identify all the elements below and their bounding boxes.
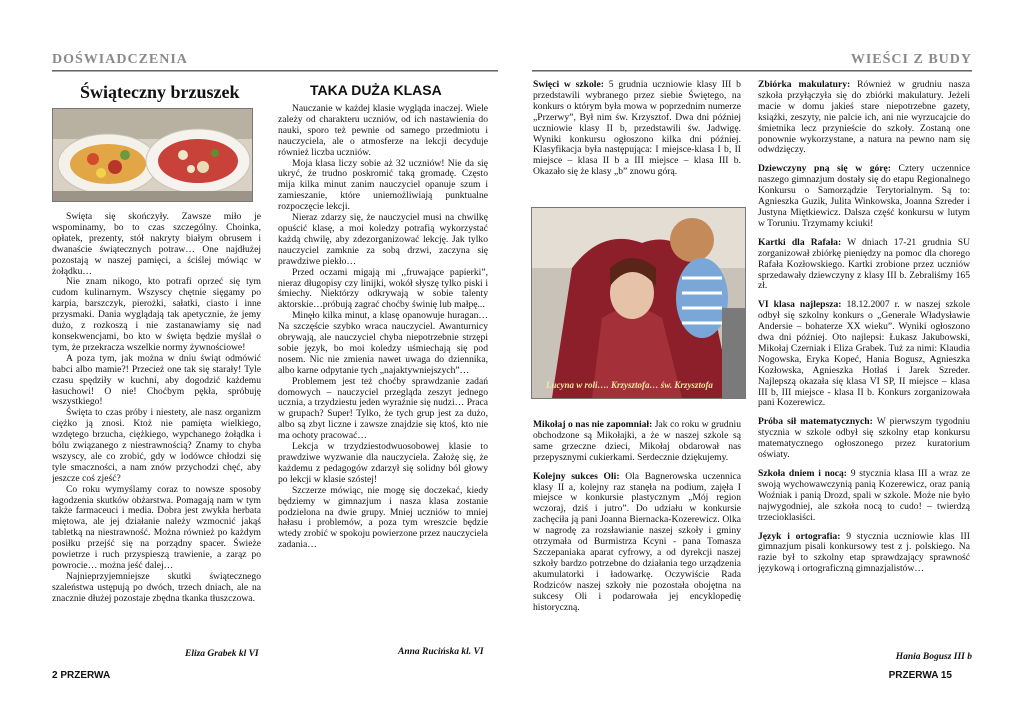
holiday-food-photo <box>52 108 253 202</box>
paragraph: Nie znam nikogo, kto potrafi oprzeć się tym cudom kulinarnym. Wszyscy chętnie sięgamy po karpia, barszczyk, pierożki, sałatki, ciasto i inne przysmaki. Dania wyglądają tak apetycznie, że jemy dużo, z rozkoszą i nie zastanawiamy się nad konsekwencjami, bo kto w święta będzie myślał o tym, że przekracza wszelkie normy żywnościowe! <box>52 276 261 353</box>
news-item-mikolaj: Mikołaj o nas nie zapomniał: Jak co roku w grudniu obchodzone są Mikołajki, a że w naszej szkole są same grzeczne dzieci, Mikołaj obdarował nas przepysznymi cukierkami. Serdecznie dziękujemy. <box>533 420 741 463</box>
paragraph: Minęło kilka minut, a klasę opanowuje huragan… Na szczęście szybko wraca nauczyciel. Awanturnicy obrywają, ale nauczyciel chyba niepotrzebnie strzępi sobie język, bo moi koledzy uśmiechają się pod nosem. Nic nie zmienia nawet uwaga do dziennika, albo karne odpytanie tych „najaktywniejszych”… <box>278 310 488 376</box>
paragraph: Lekcja w trzydziestodwuosobowej klasie to prawdziwe wyzwanie dla nauczyciela. Założę się, że każdemu z pedagogów zdarzył się solidny ból głowy po lekcji w klasie szóstej! <box>278 441 488 485</box>
news-item-szkola-noca: Szkoła dniem i nocą: 9 stycznia klasa III a wraz ze swoją wychowawczynią panią Kozerewicz, oraz panią Woźniak i panią Drozd, spali w szkole. Może nie było najwygodniej, ale szkoła nocą to cudo! – twierdzą trzecioklasiści. <box>758 468 970 523</box>
news-item-ola: Kolejny sukces Oli: Ola Bagnerowska uczennica klasy II a, kolejny raz stanęła na podium, zajęła I miejsce w konkursie plastycznym „Mój region wczoraj, dziś i jutro”. Do udziału w konkursie zachęciła ją pani Joanna Biernacka-Kozerewicz. Olka w nagrodę za rozsławianie naszej szkoły i gminy otrzymała od Burmistrza Kcyni - pana Tomasza Szczepaniaka aparat cyfrowy, a od dyrekcji naszej szkoły bardzo potrzebne do działania tego urządzenia akumulatorki i ładowarkę. Oczywiście Rada Rodziców naszej szkoły nie pozostała obojętna na sukcesy Oli i podarowała jej encyklopedię historyczną. <box>533 470 741 613</box>
header-rule-right <box>532 70 972 72</box>
news-column-3-top <box>533 80 741 192</box>
article-body-brzuszek <box>52 212 261 644</box>
section-heading-right: WIEŚCI Z BUDY <box>850 52 972 67</box>
article-title-brzuszek: Świąteczny brzuszek <box>80 82 240 102</box>
paragraph: Co roku wymyślamy coraz to nowsze sposoby łagodzenia skutków obżarstwa. Pomagają nam w tym także farmaceuci i media. Dobra jest zwykła herbata miętowa, ale jej działanie należy wzmocnić jakąś tabletką na niestrawność. Można również po każdym posiłku przejść się na porządny spacer. Świeże powietrze i ruch przyspieszą trawienie, a zarąz po powrocie… można jeść dalej… <box>52 483 261 571</box>
paragraph: Problemem jest też choćby sprawdzanie zadań domowych – nauczyciel przegląda zeszyt jednego ucznia, a trzydziestu jeden wyraźnie się nudzi… Praca w grupach? Super! Tylko, że tych grup jest za dużo, albo są zbyt liczne i zawsze znajdzie się ktoś, kto nie ma ochoty pracować… <box>278 375 488 442</box>
page-number-left: 2 PRZERWA <box>52 670 111 681</box>
article-body-klasa <box>278 104 488 644</box>
signature-klasa: Anna Rucińska kl. VI <box>398 647 484 657</box>
paragraph: Nieraz zdarzy się, że nauczyciel musi na chwilkę opuścić klasę, a moi koledzy potrafią wykorzystać każdą chwilę, aby zdezorganizować lekcję. Jak tylko nauczyciel zamknie za sobą drzwi, zaczyna się prawdziwe piekło… <box>278 212 488 267</box>
nativity-play-photo <box>531 207 746 399</box>
paragraph: Szczerze mówiąc, nie mogę się doczekać, kiedy będziemy w gimnazjum i nasza klasa zostanie podzielona na dwie grupy. Mniej uczniów to mniej hałasu i problemów, a poza tym wreszcie będzie wtedy zrobić w spokoju powierzone przez nauczyciela zadania… <box>278 484 488 551</box>
news-item-matematyka: Próba sił matematycznych: W pierwszym tygodniu stycznia w szkole odbył się szkolny etap konkursu matematycznego ogłoszonego przez kuratorium oświaty. <box>758 416 970 461</box>
news-item-swieci: Święci w szkole: 5 grudnia uczniowie klasy III b przedstawili wybranego przez siebie Świętego, na konkurs o którym była mowa w poprzednim numerze „Przerwy”, Był nim św. Krzysztof. Dwa dni później uczniowie klasy II b, przedstawili św. Jadwigę. Wyniki konkursu ogłoszono kilka dni później. Klasyfikacja była następująca: I miejsce-klasa I b, II miejsce – klasa II b a III miejsce – klasa III b. Okazało się że klasy „b” znowu górą. <box>533 80 741 178</box>
news-item-jezyk: Język i ortografia: 9 stycznia uczniowie klas III gimnazjum pisali konkursowy test z j. polskiego. Na razie był to szkolny etap sprawdzający sprawność językową i ortograficzną gimnazjalistów… <box>758 530 970 575</box>
header-rule-left <box>52 70 498 72</box>
page-number-right: PRZERWA 15 <box>888 670 952 681</box>
paragraph: Święta się skończyły. Zawsze miło je wspominamy, bo to czas szczególny. Choinka, opłatek, prezenty, stół nakryty białym obrusem i dwanaście świątecznych potraw… One najdłużej pozostają w naszej pamięci, a ściślej mówiąc w żołądku… <box>52 212 261 277</box>
paragraph: Przed oczami migają mi ,,fruwające papierki”, nieraz długopisy czy linijki, wokół słyszę tylko piski i śmiechy. Niektórzy odkrywają w sobie talenty aktorskie…próbują zagrać choćby świnię lub małpę... <box>278 266 488 311</box>
signature-hania: Hania Bogusz III b <box>895 652 972 662</box>
article-title-klasa: TAKA DUŻA KLASA <box>310 82 442 98</box>
news-item-rafal: Kartki dla Rafała: W dniach 17-21 grudnia SU zorganizował zbiórkę pieniędzy na pomoc dla chorego Rafała Kozłowskiego. Kartki zrobione przez uczniów sprzedawały dziewczyny z klasy III b. Zebraliśmy 165 zł. <box>758 236 970 292</box>
paragraph: Nauczanie w każdej klasie wygląda inaczej. Wiele zależy od charakteru uczniów, od ich nastawienia do nauki, sporo też pewnie od samego przedmiotu i nauczyciela, ale o atmosferze na lekcji decyduje również liczba uczniów. <box>278 104 488 158</box>
news-item-vi-klasa: VI klasa najlepsza: 18.12.2007 r. w naszej szkole odbył się szkolny konkurs o „Generale Władysławie Andersie – bohaterze XX wieku”. Wyniki ogłoszono dwa dni później. Oto najlepsi: Łukasz Jakubowski, Mikołaj Czerniak i Eliza Grabek. Tuż za nimi: Klaudia Nogowska, Eryka Kopeć, Hania Bogusz, Agnieszka Kozłowska, Agnieszka Hotłaś i Jarek Szreder. Najlepszą okazała się klasa VI SP, II miejsce – klasa III b, III miejsce - klasa II b. Konkurs zorganizowała pani Kozerewicz. <box>758 299 970 409</box>
news-item-makulatura: Zbiórka makulatury: Również w grudniu nasza szkoła przyłączyła się do zbiórki makulatury. Jeżeli macie w domu jakieś stare niepotrzebne gazety, książki, zeszyty, nie palcie ich, ani nie wyrzucajcie do śmietnika lecz przynieście do szkoły. Zostaną one ponownie wykorzystane, a natura na pewno nam się odwdzięczy. <box>758 80 970 156</box>
paragraph: Najnieprzyjemniejsze skutki świątecznego szaleństwa ustępują po dwóch, trzech dniach, ale na znacznie dłużej pozostaje zbędna tkanka tłuszczowa. <box>52 570 261 604</box>
news-item-dziewczyny: Dziewczyny pną się w górę: Cztery uczennice naszego gimnazjum dostały się do etapu Regionalnego Konkursu o Samorządzie Terytorialnym. Są to: Agnieszka Guzik, Julita Winkowska, Joanna Szreder i Justyna Miętkiewicz. Dalsza część konkursu w lutym w Toruniu. Trzymamy kciuki! <box>758 163 970 229</box>
signature-brzuszek: Eliza Grabek kl VI <box>185 649 259 659</box>
paragraph: A poza tym, jak można w dniu świąt odmówić babci albo mamie?! Przecież one tak się starały! Tyle czasu spędziły w kuchni, aby dogodzić każdemu łasuchowi! O nie! Choćbym pękła, spróbuję wszystkiego! <box>52 352 261 408</box>
paragraph: Moja klasa liczy sobie aż 32 uczniów! Nie da się ukryć, że trudno poskromić taką gromadę. Często mija kilka minut zanim nauczyciel opanuje szum i zamieszanie, które uniemożliwiają punktualne rozpoczęcie lekcji. <box>278 157 488 213</box>
section-heading-left: DOŚWIADCZENIA <box>52 52 188 67</box>
news-column-4 <box>758 80 970 654</box>
paragraph: Święta to czas próby i niestety, ale nasz organizm ciężko ją znosi. Ktoż nie pamięta wielkiego, wzdętego brzucha, ciężkiego, wypchanego żołądka i bólu związanego z niestrawnością? Znamy to chyba wszyscy, ale co zrobić, gdy w lodówce chłodzi się tyle smaczności, a nam znów przychodzi chęć, aby jeszcze coś zjeść? <box>52 407 261 484</box>
photo-caption: Lucyna w roli…. Krzysztofa… św. Krzysztofa <box>546 380 713 390</box>
news-column-3-bottom <box>533 420 741 660</box>
